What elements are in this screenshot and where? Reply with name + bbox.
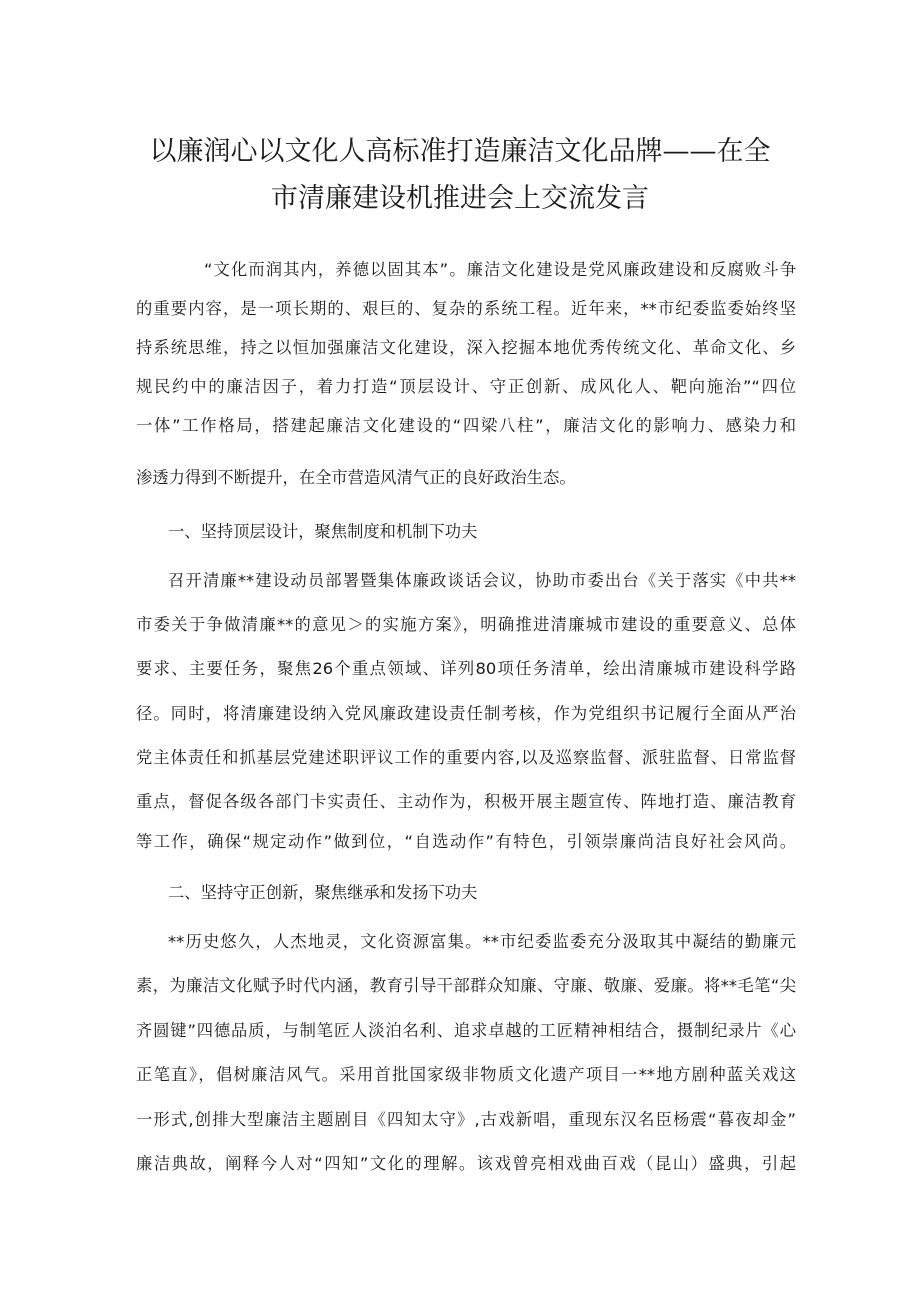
section-heading: 一、坚持顶层设计，聚焦制度和机制下功夫	[168, 522, 478, 541]
paragraph-line: 的重要内容，是一项长期的、艰巨的、复杂的系统工程。近年来，**市纪委监委始终坚	[136, 299, 796, 318]
paragraph-line: 一体”工作格局，搭建起廉洁文化建设的“四梁八柱”，廉洁文化的影响力、感染力和	[136, 416, 796, 435]
document-title-line-1: 以廉润心以文化人高标准打造廉洁文化品牌——在全	[149, 136, 771, 167]
paragraph-line: “文化而润其内，养德以固其本”。廉洁文化建设是党风廉政建设和反腐败斗争	[204, 260, 796, 279]
paragraph-line: 径。同时，将清廉建设纳入党风廉政建设责任制考核，作为党组织书记履行全面从严治	[136, 704, 796, 723]
paragraph-line: 要求、主要任务，聚焦26个重点领域、详列80项任务清单，绘出清廉城市建设科学路	[136, 659, 796, 678]
paragraph-line: 持系统思维，持之以恒加强廉洁文化建设，深入挖掘本地优秀传统文化、革命文化、乡	[136, 338, 796, 357]
paragraph-line: 齐圆键”四德品质，与制笔匠人淡泊名利、追求卓越的工匠精神相结合，摄制纪录片《心	[136, 1021, 796, 1040]
paragraph-line: 等工作，确保“规定动作”做到位，“自选动作”有特色，引领崇廉尚洁良好社会风尚。	[136, 832, 796, 851]
paragraph-line: **历史悠久，人杰地灵，文化资源富集。**市纪委监委充分汲取其中凝结的勤廉元	[168, 932, 796, 951]
paragraph-line: 重点，督促各级各部门卡实责任、主动作为，积极开展主题宣传、阵地打造、廉洁教育	[136, 792, 796, 811]
paragraph-line: 正笔直》，倡树廉洁风气。采用首批国家级非物质文化遗产项目一**地方剧种蓝关戏这	[136, 1065, 796, 1084]
paragraph-line: 党主体责任和抓基层党建述职评议工作的重要内容,以及巡察监督、派驻监督、日常监督	[136, 748, 796, 767]
section-heading: 二、坚持守正创新，聚焦继承和发扬下功夫	[168, 883, 478, 902]
paragraph-line: 召开清廉**建设动员部署暨集体廉政谈话会议，协助市委出台《关于落实《中共**	[168, 571, 796, 590]
paragraph-line: 素，为廉洁文化赋予时代内涵，教育引导干部群众知廉、守廉、敬廉、爱廉。将**毛笔“尖	[136, 976, 796, 995]
paragraph-line: 渗透力得到不断提升，在全市营造风清气正的良好政治生态。	[136, 468, 576, 487]
paragraph-line: 市委关于争做清廉**的意见＞的实施方案》，明确推进清廉城市建设的重要意义、总体	[136, 615, 796, 634]
paragraph-line: 规民约中的廉洁因子，着力打造“顶层设计、守正创新、成风化人、靶向施治”“四位	[136, 377, 796, 396]
document-title-line-2: 市清廉建设机推进会上交流发言	[271, 183, 649, 214]
paragraph-line: 廉洁典故，阐释今人对“四知”文化的理解。该戏曾亮相戏曲百戏（昆山）盛典，引起	[136, 1154, 796, 1173]
paragraph-line: 一形式,创排大型廉洁主题剧目《四知太守》,古戏新唱，重现东汉名臣杨震“暮夜却金”	[136, 1110, 796, 1129]
